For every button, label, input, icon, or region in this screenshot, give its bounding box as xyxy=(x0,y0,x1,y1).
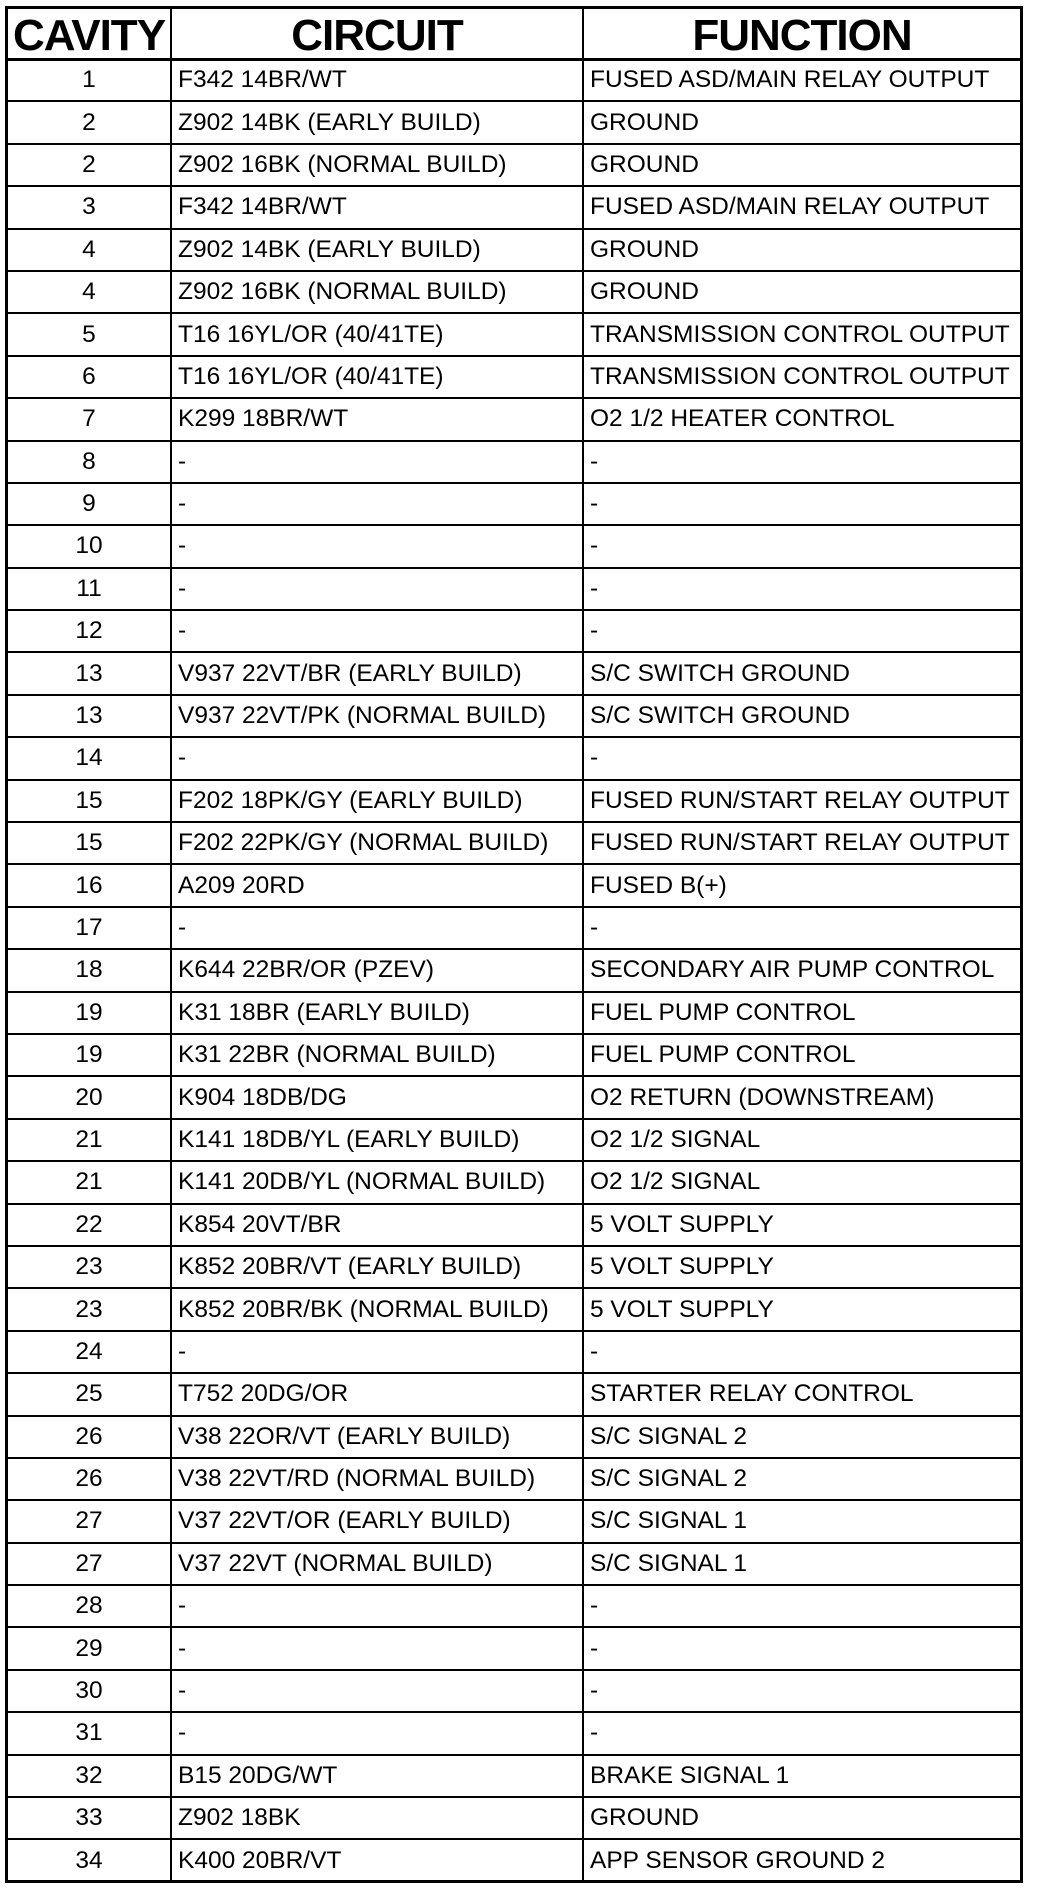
cell-function: - xyxy=(583,1585,1020,1627)
table-row xyxy=(8,1246,1020,1288)
cell-cavity: 19 xyxy=(8,992,171,1034)
cell-circuit: K852 20BR/VT (EARLY BUILD) xyxy=(171,1246,583,1288)
cell-cavity: 17 xyxy=(8,907,171,949)
cell-cavity: 34 xyxy=(8,1839,171,1881)
cell-function: APP SENSOR GROUND 2 xyxy=(590,1847,885,1875)
cell-cavity: 6 xyxy=(8,356,171,398)
table-row xyxy=(8,1627,1020,1669)
cell-circuit: K854 20VT/BR xyxy=(171,1204,583,1246)
table-row xyxy=(8,992,1020,1034)
cell-function: GROUND xyxy=(583,1797,1020,1839)
cell-function: 5 VOLT SUPPLY xyxy=(583,1288,1020,1330)
table-row xyxy=(8,525,1020,567)
cell-circuit: V937 22VT/PK (NORMAL BUILD) xyxy=(171,695,583,737)
cell-function: S/C SIGNAL 1 xyxy=(583,1500,1020,1542)
cell-function: - xyxy=(583,1331,1020,1373)
cell-circuit: Z902 16BK (NORMAL BUILD) xyxy=(171,271,583,313)
table-row xyxy=(8,1585,1020,1627)
table-row xyxy=(8,1034,1020,1076)
cell-cavity: 4 xyxy=(8,271,171,313)
cell-function: - xyxy=(583,1670,1020,1712)
table-row xyxy=(8,822,1020,864)
cell-function: S/C SWITCH GROUND xyxy=(583,652,1020,694)
cell-function: - xyxy=(583,1712,1020,1754)
cell-circuit: V37 22VT/OR (EARLY BUILD) xyxy=(171,1500,583,1542)
cell-circuit: K31 18BR (EARLY BUILD) xyxy=(171,992,583,1034)
cell-cavity: 18 xyxy=(8,949,171,991)
cell-function: - xyxy=(583,737,1020,779)
cell-circuit: Z902 16BK (NORMAL BUILD) xyxy=(171,144,583,186)
table-header-row xyxy=(8,9,1020,59)
table-row xyxy=(8,1755,1020,1797)
table-row xyxy=(8,1458,1020,1500)
cell-circuit: - xyxy=(171,568,583,610)
cell-function: SECONDARY AIR PUMP CONTROL xyxy=(583,949,1020,991)
cell-circuit: - xyxy=(171,737,583,779)
table-row xyxy=(8,610,1020,652)
cell-function: FUEL PUMP CONTROL xyxy=(583,1034,1020,1076)
column-header-function: FUNCTION xyxy=(583,9,1020,59)
cell-cavity: 19 xyxy=(8,1034,171,1076)
table-row xyxy=(8,1416,1020,1458)
cell-circuit: K299 18BR/WT xyxy=(171,398,583,440)
cell-circuit: F202 18PK/GY (EARLY BUILD) xyxy=(171,780,583,822)
table-row xyxy=(8,1161,1020,1203)
cell-cavity: 15 xyxy=(8,780,171,822)
table-row xyxy=(8,101,1020,143)
cell-function: - xyxy=(583,1627,1020,1669)
cell-circuit: Z902 18BK xyxy=(171,1797,583,1839)
cell-circuit: - xyxy=(171,610,583,652)
cell-function: FUSED ASD/MAIN RELAY OUTPUT xyxy=(583,59,1020,101)
cell-function: BRAKE SIGNAL 1 xyxy=(583,1755,1020,1797)
cell-cavity: 29 xyxy=(8,1627,171,1669)
cell-function: FUSED RUN/START RELAY OUTPUT xyxy=(583,780,1020,822)
cell-cavity: 13 xyxy=(8,695,171,737)
table-row xyxy=(8,1119,1020,1161)
table-row xyxy=(8,186,1020,228)
cell-function: GROUND xyxy=(583,101,1020,143)
cell-cavity: 15 xyxy=(8,822,171,864)
cell-circuit: A209 20RD xyxy=(171,864,583,906)
cell-cavity: 10 xyxy=(8,525,171,567)
cell-cavity: 2 xyxy=(8,144,171,186)
column-header-cavity: CAVITY xyxy=(8,9,171,59)
cell-function: - xyxy=(583,441,1020,483)
cell-cavity: 21 xyxy=(8,1161,171,1203)
table-body xyxy=(8,59,1020,1882)
table-row xyxy=(8,1670,1020,1712)
cell-cavity: 7 xyxy=(8,398,171,440)
table-row xyxy=(8,652,1020,694)
cell-circuit: K904 18DB/DG xyxy=(171,1076,583,1118)
table-row xyxy=(8,1839,1020,1881)
cell-cavity: 1 xyxy=(8,59,171,101)
cell-function: FUSED B(+) xyxy=(583,864,1020,906)
cell-function: TRANSMISSION CONTROL OUTPUT xyxy=(583,356,1020,398)
cell-circuit: - xyxy=(171,907,583,949)
cell-cavity: 20 xyxy=(8,1076,171,1118)
cell-circuit: K31 22BR (NORMAL BUILD) xyxy=(171,1034,583,1076)
cell-circuit: V38 22VT/RD (NORMAL BUILD) xyxy=(171,1458,583,1500)
cell-function: GROUND xyxy=(583,271,1020,313)
cell-function: - xyxy=(583,907,1020,949)
table-row xyxy=(8,1543,1020,1585)
cell-cavity: 12 xyxy=(8,610,171,652)
table-row xyxy=(8,483,1020,525)
cell-cavity: 32 xyxy=(8,1755,171,1797)
cell-cavity: 26 xyxy=(8,1416,171,1458)
cell-cavity: 27 xyxy=(8,1543,171,1585)
table-row xyxy=(8,398,1020,440)
cell-cavity: 23 xyxy=(8,1246,171,1288)
cell-function: S/C SWITCH GROUND xyxy=(583,695,1020,737)
cell-cavity: 2 xyxy=(8,101,171,143)
table-row xyxy=(8,780,1020,822)
cell-circuit: K141 18DB/YL (EARLY BUILD) xyxy=(171,1119,583,1161)
table-row xyxy=(8,737,1020,779)
cell-function: 5 VOLT SUPPLY xyxy=(583,1246,1020,1288)
cell-function: - xyxy=(583,568,1020,610)
cell-circuit: B15 20DG/WT xyxy=(171,1755,583,1797)
cell-circuit: - xyxy=(171,1331,583,1373)
cell-function: FUSED RUN/START RELAY OUTPUT xyxy=(583,822,1020,864)
cell-circuit: T16 16YL/OR (40/41TE) xyxy=(171,313,583,355)
table-row xyxy=(8,229,1020,271)
cell-circuit: F202 22PK/GY (NORMAL BUILD) xyxy=(171,822,583,864)
cell-circuit: - xyxy=(171,1627,583,1669)
table-row xyxy=(8,356,1020,398)
table-row xyxy=(8,144,1020,186)
cell-cavity: 31 xyxy=(8,1712,171,1754)
cell-cavity: 16 xyxy=(8,864,171,906)
cell-cavity: 25 xyxy=(8,1373,171,1415)
cell-function: O2 1/2 SIGNAL xyxy=(583,1161,1020,1203)
table-row xyxy=(8,1288,1020,1330)
cell-function: GROUND xyxy=(583,144,1020,186)
cell-circuit: K644 22BR/OR (PZEV) xyxy=(171,949,583,991)
table-row xyxy=(8,1204,1020,1246)
cell-function: S/C SIGNAL 2 xyxy=(583,1416,1020,1458)
cell-function: 5 VOLT SUPPLY xyxy=(583,1204,1020,1246)
cell-circuit: F342 14BR/WT xyxy=(171,186,583,228)
cell-circuit: V38 22OR/VT (EARLY BUILD) xyxy=(171,1416,583,1458)
cell-cavity: 33 xyxy=(8,1797,171,1839)
table-row xyxy=(8,1331,1020,1373)
cell-circuit: T752 20DG/OR xyxy=(171,1373,583,1415)
table-row xyxy=(8,1373,1020,1415)
cell-cavity: 21 xyxy=(8,1119,171,1161)
table-row xyxy=(8,864,1020,906)
cell-cavity: 3 xyxy=(8,186,171,228)
cell-circuit: - xyxy=(171,1585,583,1627)
cell-circuit: - xyxy=(171,1712,583,1754)
cell-function: O2 1/2 HEATER CONTROL xyxy=(583,398,1020,440)
cell-function: - xyxy=(583,610,1020,652)
cell-circuit: K141 20DB/YL (NORMAL BUILD) xyxy=(171,1161,583,1203)
table-row xyxy=(8,695,1020,737)
table-row xyxy=(8,1712,1020,1754)
table-row xyxy=(8,271,1020,313)
cell-cavity: 24 xyxy=(8,1331,171,1373)
cell-cavity: 26 xyxy=(8,1458,171,1500)
cell-circuit: V37 22VT (NORMAL BUILD) xyxy=(171,1543,583,1585)
cell-function: - xyxy=(583,525,1020,567)
cell-cavity: 11 xyxy=(8,568,171,610)
cell-cavity: 30 xyxy=(8,1670,171,1712)
table-row xyxy=(8,907,1020,949)
cell-function: - xyxy=(583,483,1020,525)
table-row xyxy=(8,441,1020,483)
cell-circuit: - xyxy=(171,525,583,567)
table-row xyxy=(8,1797,1020,1839)
cell-circuit: Z902 14BK (EARLY BUILD) xyxy=(171,101,583,143)
connector-pinout-sheet xyxy=(5,6,1023,1883)
cell-cavity: 27 xyxy=(8,1500,171,1542)
cell-cavity: 28 xyxy=(8,1585,171,1627)
cell-cavity: 22 xyxy=(8,1204,171,1246)
cell-circuit: T16 16YL/OR (40/41TE) xyxy=(171,356,583,398)
cell-function: FUEL PUMP CONTROL xyxy=(583,992,1020,1034)
column-header-circuit: CIRCUIT xyxy=(171,9,583,59)
cell-cavity: 9 xyxy=(8,483,171,525)
table-row xyxy=(8,313,1020,355)
cell-function: GROUND xyxy=(583,229,1020,271)
cell-circuit: - xyxy=(171,483,583,525)
cell-cavity: 5 xyxy=(8,313,171,355)
connector-pinout-table xyxy=(8,9,1020,1882)
cell-function: FUSED ASD/MAIN RELAY OUTPUT xyxy=(583,186,1020,228)
cell-cavity: 13 xyxy=(8,652,171,694)
cell-cavity: 4 xyxy=(8,229,171,271)
cell-circuit: Z902 14BK (EARLY BUILD) xyxy=(171,229,583,271)
cell-function: O2 RETURN (DOWNSTREAM) xyxy=(583,1076,1020,1118)
cell-circuit: K852 20BR/BK (NORMAL BUILD) xyxy=(171,1288,583,1330)
table-row xyxy=(8,949,1020,991)
cell-function: O2 1/2 SIGNAL xyxy=(583,1119,1020,1161)
cell-function: S/C SIGNAL 1 xyxy=(583,1543,1020,1585)
cell-circuit: K400 20BR/VT xyxy=(171,1839,583,1881)
cell-function: TRANSMISSION CONTROL OUTPUT xyxy=(583,313,1020,355)
cell-cavity: 14 xyxy=(8,737,171,779)
cell-circuit: V937 22VT/BR (EARLY BUILD) xyxy=(171,652,583,694)
table-row xyxy=(8,1500,1020,1542)
cell-circuit: - xyxy=(171,1670,583,1712)
table-row xyxy=(8,1076,1020,1118)
cell-function: S/C SIGNAL 2 xyxy=(583,1458,1020,1500)
table-row xyxy=(8,59,1020,101)
cell-cavity: 23 xyxy=(8,1288,171,1330)
cell-cavity: 8 xyxy=(8,441,171,483)
cell-circuit: - xyxy=(171,441,583,483)
table-row xyxy=(8,568,1020,610)
cell-circuit: F342 14BR/WT xyxy=(171,59,583,101)
cell-function: STARTER RELAY CONTROL xyxy=(583,1373,1020,1415)
